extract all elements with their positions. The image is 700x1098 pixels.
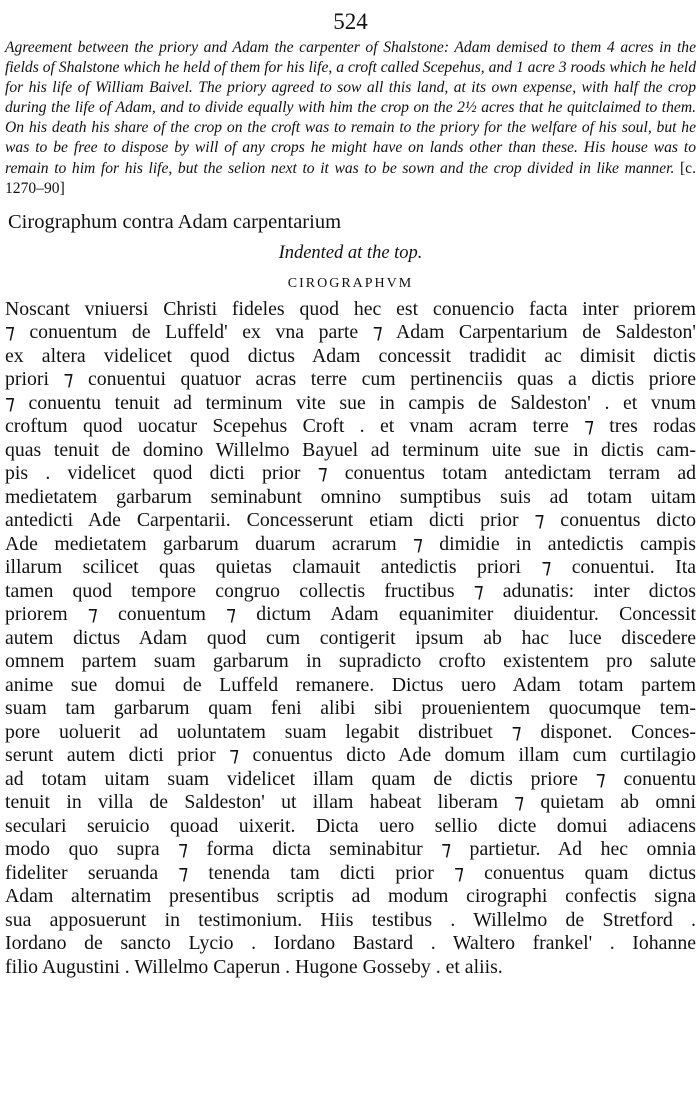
text-line: ex altera videlicet quod dictus Adam concessit tradidit ac dimisit dictis [5, 344, 696, 367]
page-number: 524 [333, 9, 368, 34]
text-line: anime sue domui de Luffeld remanere. Dictus uero Adam totam partem [5, 673, 696, 696]
text-line: modo quo supra ⁊ forma dicta seminabitur ⁊ partietur. Ad hec omnia [5, 838, 696, 861]
text-line: ⁊ conuentum de Luffeld' ex vna parte ⁊ Adam Carpentarium de Saldeston' [5, 321, 696, 344]
text-line: Ade medietatem garbarum duarum acrarum ⁊ dimidie in antedictis campis [5, 532, 696, 555]
text-line: fideliter seruanda ⁊ tenenda tam dicti prior ⁊ conuentus quam dictus [5, 861, 696, 884]
text-line: tenuit in villa de Saldeston' ut illam habeat liberam ⁊ quietam ab omni [5, 791, 696, 814]
text-line: quas tenuit de domino Willelmo Bayuel ad terminum uite sue in dictis cam- [5, 438, 696, 461]
text-line: suam tam garbarum quam feni alibi sibi prouenientem quocumque tem- [5, 697, 696, 720]
text-line: Noscant vniuersi Christi fideles quod hec est conuencio facta inter priorem [5, 297, 696, 320]
text-line: serunt autem dicti prior ⁊ conuentus dicto Ade domum illam cum curtilagio [5, 744, 696, 767]
text-line: sua apposuerunt in testimonium. Hiis testibus . Willelmo de Stretford . [5, 908, 696, 931]
summary-text: Agreement between the priory and Adam the carpenter of Shalstone: Adam demised to them 4 acres in the fields of Shalstone which he held of them for his life, a croft called Scepehus, and 1 acre 3 roods which he held for his life of William Baivel. The priory agreed to sow all this land, at its own expense, with half the crop during the life of Adam, and to divide equally with him the crop on the 2½ acres that he quitclaimed to them. On his death his share of the crop on the croft was to remain to the priory for the welfare of his soul, but he was to be free to dispose by will of any crops he might have on lands other than these. His house was to remain to him for his life, but the selion next to it was to be sown and the crop divided in like manner. [5, 39, 696, 177]
text-line: croftum quod uocatur Scepehus Croft . et vnam acram terre ⁊ tres rodas [5, 415, 696, 438]
text-line: ad totam uitam suam videlicet illam quam de dictis priore ⁊ conuentu [5, 767, 696, 790]
indentation-note: Indented at the top. [278, 242, 423, 263]
text-line: priori ⁊ conuentui quatuor acras terre cum pertinenciis quas a dictis priore [5, 368, 696, 391]
text-line: priorem ⁊ conuentum ⁊ dictum Adam equanimiter diuidentur. Concessit [5, 603, 696, 626]
english-summary [5, 38, 696, 199]
text-line: omnem partem suam garbarum in supradicto crofto existentem pro salute [5, 650, 696, 673]
text-line: Adam alternatim presentibus scriptis ad modum cirographi confectis signa [5, 885, 696, 908]
text-line: tamen quod tempore congruo collectis fructibus ⁊ adunatis: inter dictos [5, 579, 696, 602]
text-line: medietatem garbarum seminabunt omnino sumptibus suis ad totam uitam [5, 485, 696, 508]
text-line: pis . videlicet quod dicti prior ⁊ conuentus totam antedictam terram ad [5, 462, 696, 485]
text-line: seculari seruicio quoad uixerit. Dicta uero sellio dicte domui adiacens [5, 814, 696, 837]
text-line: ⁊ conuentu tenuit ad terminum vite sue in campis de Saldeston' . et vnum [5, 391, 696, 414]
text-line: antedicti Ade Carpentarii. Concesserunt etiam dicti prior ⁊ conuentus dicto [5, 509, 696, 532]
document-title: Cirographum contra Adam carpentarium [8, 210, 342, 233]
text-line: filio Augustini . Willelmo Caperun . Hugone Gosseby . et aliis. [5, 955, 503, 978]
latin-text [5, 298, 696, 980]
text-line: illarum scilicet quas quietas clamauit antedictis priori ⁊ conuentui. Ita [5, 556, 696, 579]
text-line: Iordano de sancto Lycio . Iordano Bastard . Waltero frankel' . Iohanne [5, 932, 696, 955]
summary-date: [c. 1270–90] [5, 159, 696, 197]
text-line: autem dictus Adam quod cum contigerit ipsum ab hac luce discedere [5, 626, 696, 649]
chirograph-heading: CIROGRAPHVM [287, 275, 414, 291]
text-line: pore uoluerit ad uoluntatem suam legabit distribuet ⁊ disponet. Conces- [5, 720, 696, 743]
